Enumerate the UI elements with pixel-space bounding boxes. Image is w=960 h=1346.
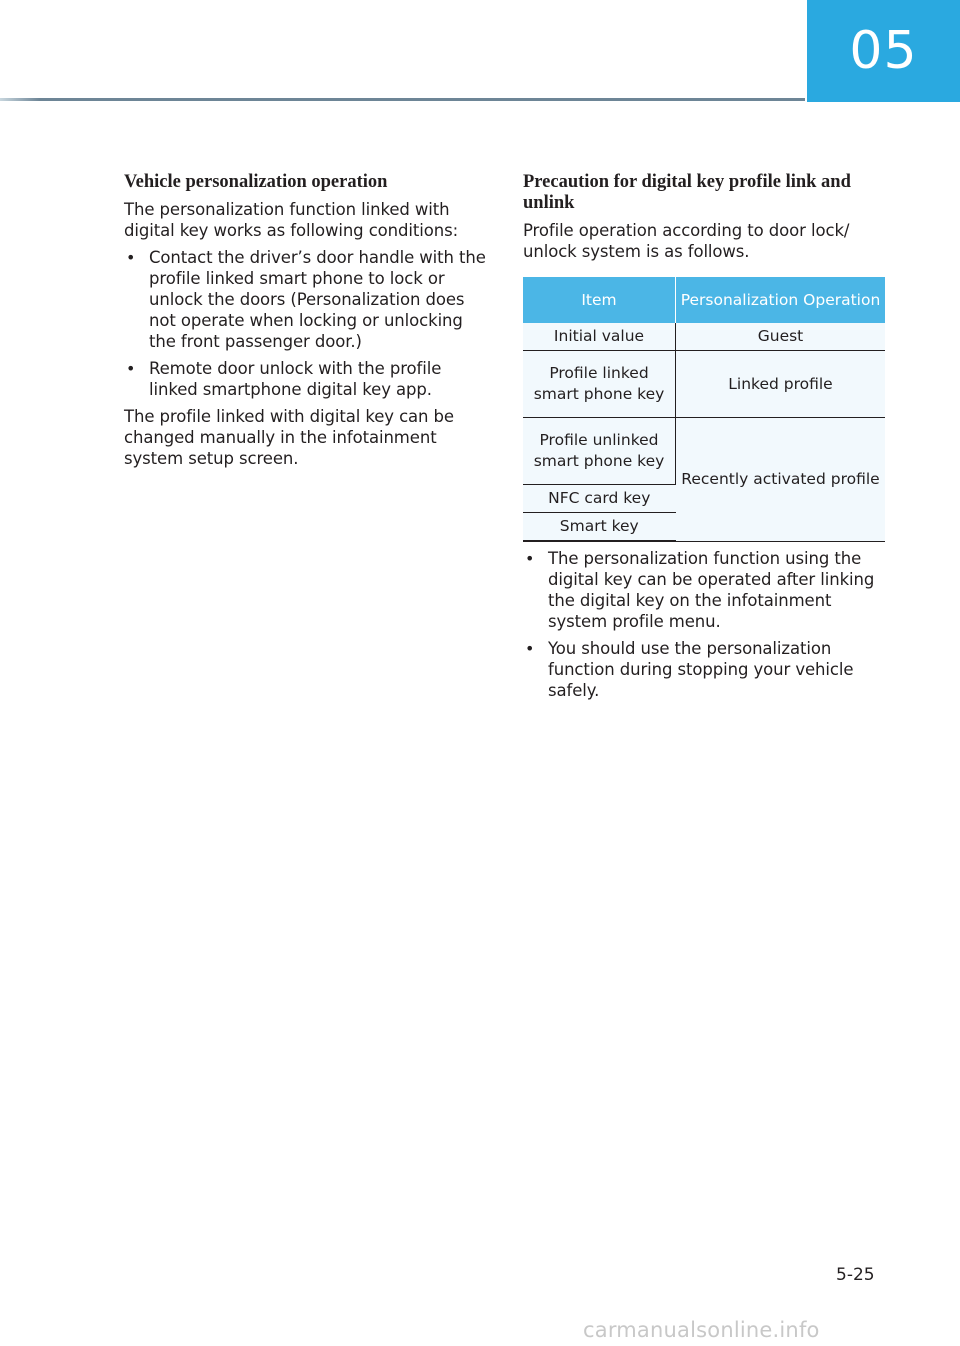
table-cell-item: Profile unlinked smart phone key (523, 418, 676, 485)
column-header-operation: Personalization Operation (676, 277, 886, 323)
chapter-number: 05 (849, 21, 918, 81)
table-cell-item: Profile linked smart phone key (523, 351, 676, 418)
table-cell-item: Smart key (523, 513, 676, 542)
precaution-notes-list (523, 548, 885, 701)
bullet-icon: • (126, 248, 136, 267)
table-cell-item: Initial value (523, 323, 676, 351)
table-row (523, 323, 885, 351)
left-column (124, 172, 486, 475)
bullet-icon: • (525, 549, 535, 568)
table-row (523, 351, 885, 418)
header-rule (0, 98, 805, 101)
table-header-row (523, 277, 885, 323)
right-column (523, 172, 885, 707)
chapter-tab (807, 0, 960, 102)
table-cell-operation: Linked profile (676, 351, 886, 418)
list-item: • The personalization function using the digital key can be operated after linking the digital key on the infotainment system profile menu. (525, 549, 875, 631)
personalization-intro: The personalization function linked with digital key works as following conditions: (124, 200, 459, 240)
personalization-conditions-list (124, 247, 486, 400)
table-cell-item: NFC card key (523, 485, 676, 513)
table-cell-operation: Recently activated profile (676, 418, 886, 542)
bullet-icon: • (126, 359, 136, 378)
precaution-intro: Profile operation according to door lock/ unlock system is as follows. (523, 221, 850, 261)
table-cell-operation: Guest (676, 323, 886, 351)
list-item: • Remote door unlock with the profile linked smartphone digital key app. (126, 359, 442, 399)
section-heading-personalization: Vehicle personalization operation (124, 172, 388, 192)
table-row (523, 418, 885, 485)
list-item: • You should use the personalization function during stopping your vehicle safely. (525, 639, 854, 700)
personalization-outro: The profile linked with digital key can be changed manually in the infotainment system setup screen. (124, 407, 454, 468)
column-header-item: Item (523, 277, 676, 323)
section-heading-precaution: Precaution for digital key profile link and unlink (523, 172, 851, 213)
bullet-icon: • (525, 639, 535, 658)
profile-operation-table (523, 277, 885, 542)
list-item: • Contact the driver’s door handle with the profile linked smart phone to lock or unlock the doors (Personalization does not operate when locking or unlocking the front passenger door.) (126, 248, 486, 351)
watermark: carmanualsonline.info (583, 1318, 820, 1342)
page-number: 5-25 (836, 1265, 875, 1285)
